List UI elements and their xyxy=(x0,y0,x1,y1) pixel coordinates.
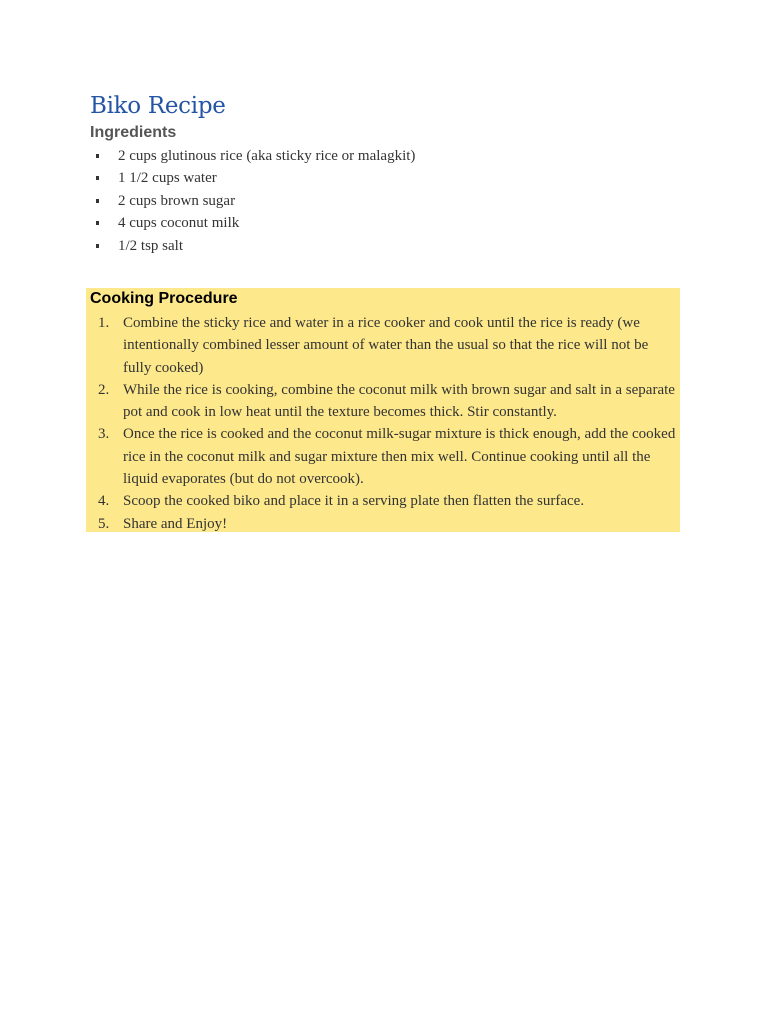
step-text: Scoop the cooked biko and place it in a serving plate then flatten the surface. xyxy=(123,493,585,510)
step-number: 4. xyxy=(98,493,110,510)
bullet-icon xyxy=(96,199,99,203)
ingredient-text: 2 cups glutinous rice (aka sticky rice or malagkit) xyxy=(118,148,416,164)
ingredients-heading: Ingredients xyxy=(90,124,177,141)
list-item xyxy=(90,212,650,234)
step-text: Share and Enjoy! xyxy=(123,515,228,532)
ingredient-text: 1 1/2 cups water xyxy=(118,170,217,187)
ingredient-text: 4 cups coconut milk xyxy=(118,215,240,232)
ingredient-text: 1/2 tsp salt xyxy=(118,237,184,254)
bullet-icon xyxy=(96,176,99,180)
step-number: 2. xyxy=(98,381,110,398)
procedure-step xyxy=(86,513,680,535)
step-text: While the rice is cooking, combine the coconut milk with brown sugar and salt in a separate pot and cook in low heat until the texture becomes thick. Stir constantly. xyxy=(123,381,675,421)
page-title: Biko Recipe xyxy=(90,93,226,119)
list-item xyxy=(90,167,650,189)
step-text: Once the rice is cooked and the coconut milk-sugar mixture is thick enough, add the cooked rice in the coconut milk and sugar mixture then mix well. Continue cooking until all the liquid evaporates (but do not overcook). xyxy=(123,426,676,488)
bullet-icon xyxy=(96,221,99,225)
list-item xyxy=(90,235,650,257)
list-item xyxy=(90,190,650,212)
procedure-step xyxy=(86,379,680,424)
step-number: 5. xyxy=(98,515,110,532)
bullet-icon xyxy=(96,244,99,248)
procedure-heading: Cooking Procedure xyxy=(90,290,238,307)
procedure-highlight-box xyxy=(86,288,680,532)
procedure-step xyxy=(86,490,680,512)
list-item xyxy=(90,145,650,167)
step-number: 3. xyxy=(98,426,110,443)
procedure-list xyxy=(86,312,680,535)
procedure-step xyxy=(86,423,680,490)
procedure-step xyxy=(86,312,680,379)
step-number: 1. xyxy=(98,315,110,331)
ingredient-text: 2 cups brown sugar xyxy=(118,192,236,209)
bullet-icon xyxy=(96,154,99,158)
ingredient-list xyxy=(90,145,650,257)
step-text: Combine the sticky rice and water in a rice cooker and cook until the rice is ready (we intentionally combined lesser amount of water than the usual so that the rice will not be fully cooked) xyxy=(123,315,649,376)
